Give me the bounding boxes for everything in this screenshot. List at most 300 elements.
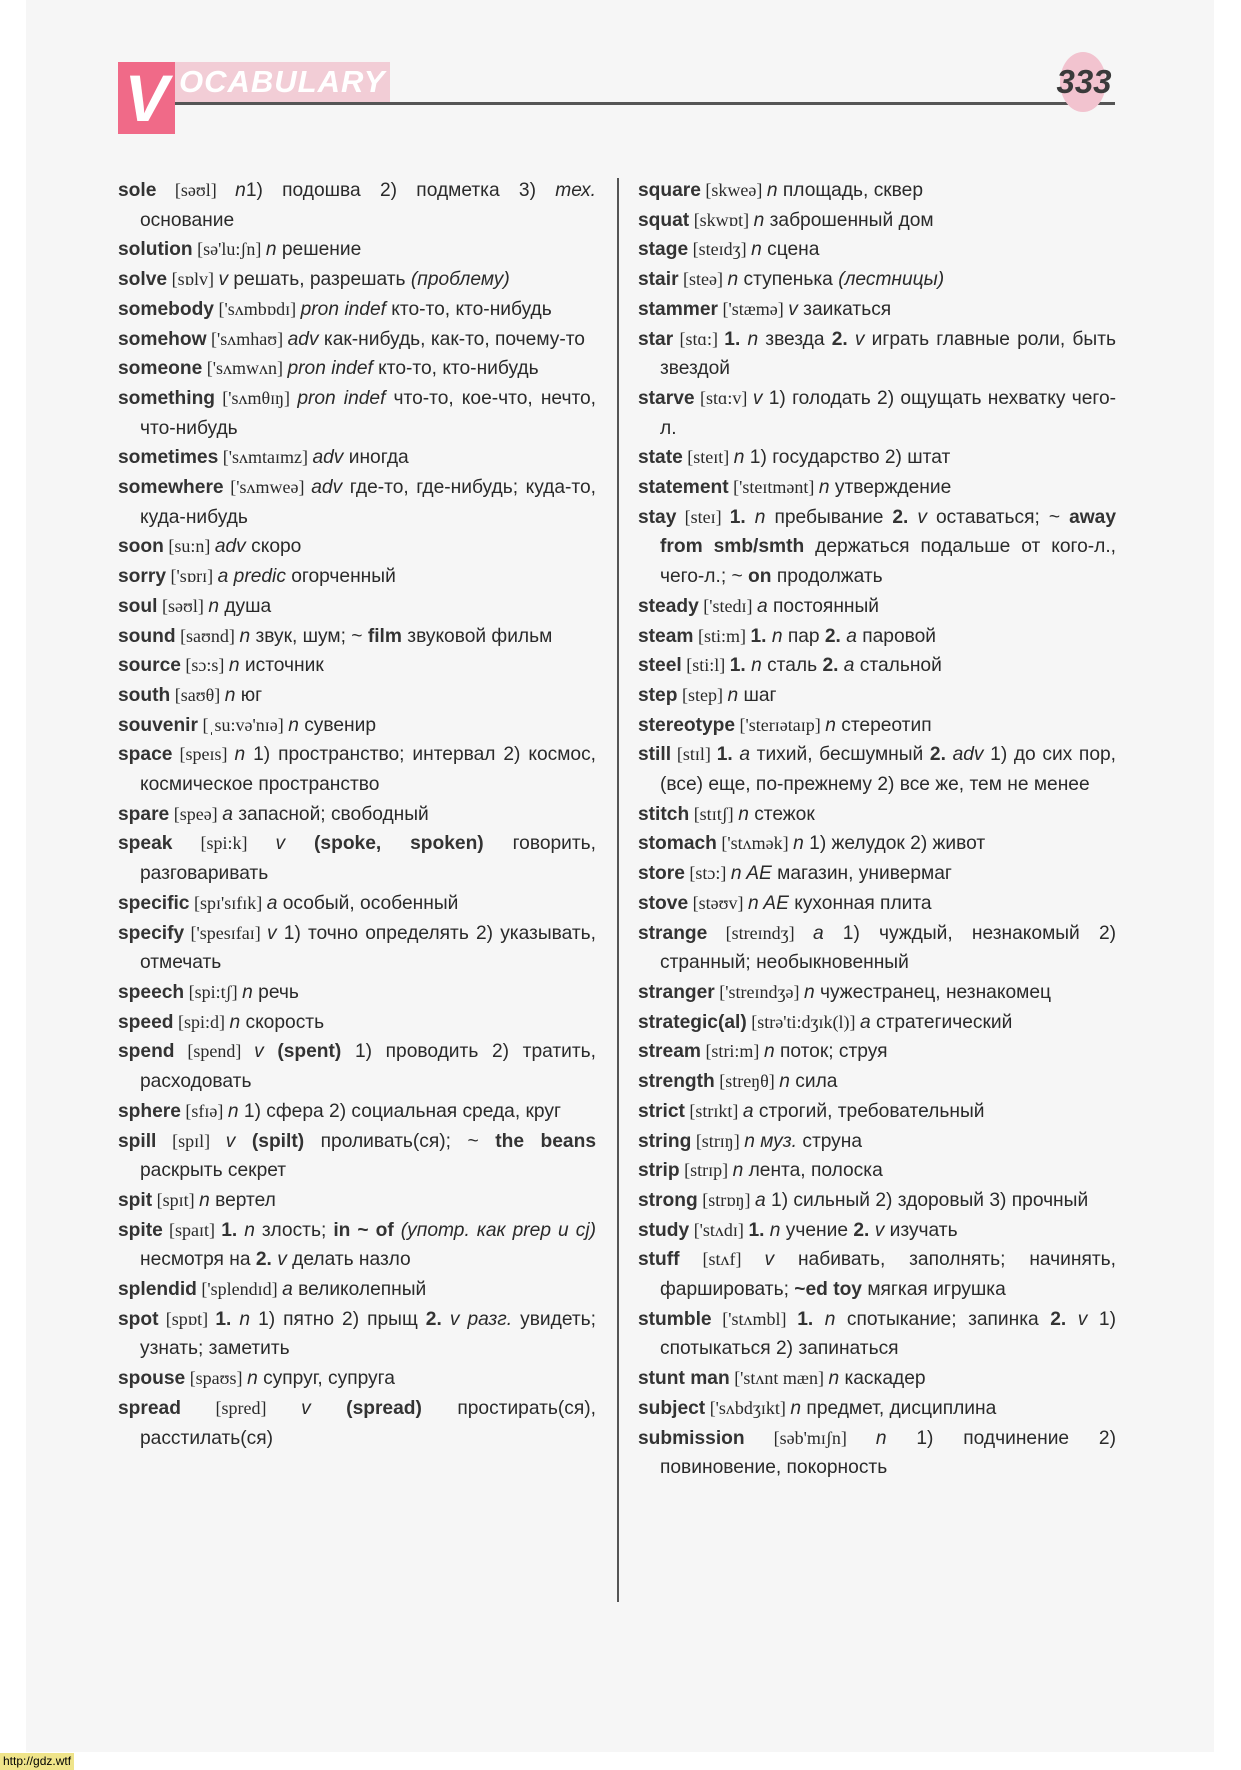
translation: мягкая игрушка: [861, 1279, 1006, 1301]
transcription: ['spesɪfaɪ]: [184, 922, 268, 943]
headword: strategic(al): [638, 1011, 747, 1033]
headword: stair: [638, 269, 679, 291]
headword: stumble: [638, 1308, 712, 1330]
translation: постоянный: [767, 595, 880, 617]
headword: state: [638, 447, 683, 469]
headword: 2.: [255, 1249, 278, 1271]
translation: спотыкание; запинка: [835, 1308, 1051, 1330]
transcription: [spɪ'sɪfɪk]: [189, 892, 267, 913]
headword: steady: [638, 595, 699, 617]
translation: паровой: [856, 625, 937, 647]
transcription: [ˌsu:və'nɪə]: [197, 714, 289, 735]
dictionary-entry: [118, 1127, 596, 1186]
dictionary-entry: [638, 622, 1116, 652]
dictionary-entry: [118, 622, 596, 652]
translation: 1) государство 2) штат: [744, 447, 951, 469]
dictionary-entry: [118, 800, 596, 830]
headword: spit: [118, 1189, 153, 1211]
transcription: [strɪp]: [679, 1160, 733, 1181]
transcription: [strɪkt]: [684, 1100, 743, 1121]
grammar-label: n: [732, 1160, 744, 1182]
translation: лента, полоска: [743, 1160, 883, 1182]
transcription: ['stʌmək]: [716, 833, 794, 854]
grammar-label: a: [742, 1100, 754, 1122]
headword: stuff: [638, 1249, 680, 1271]
grammar-label: n: [733, 447, 745, 469]
headword: 1.: [748, 1219, 770, 1241]
transcription: ['sʌmwʌn]: [202, 358, 288, 379]
headword: solution: [118, 239, 193, 261]
dictionary-entry: [118, 889, 596, 919]
transcription: [stʌf]: [679, 1249, 765, 1270]
headword: sphere: [118, 1100, 181, 1122]
headword: stage: [638, 239, 689, 261]
headword: squat: [638, 209, 690, 231]
headword: step: [638, 684, 678, 706]
grammar-label: a: [739, 744, 751, 766]
headword: 1.: [729, 506, 755, 528]
transcription: [streɪndʒ]: [707, 922, 813, 943]
translation: простирать(ся), расстилать(ся): [140, 1397, 596, 1449]
grammar-label: n: [790, 1397, 802, 1419]
translation: утверждение: [829, 477, 952, 499]
translation: заброшенный дом: [764, 209, 934, 231]
grammar-label: n: [727, 269, 739, 291]
headword: study: [638, 1219, 690, 1241]
transcription: [stɪtʃ]: [689, 803, 739, 824]
dictionary-entry: [638, 384, 1116, 443]
grammar-label: v: [854, 328, 865, 350]
grammar-label: n: [727, 684, 739, 706]
grammar-label: n: [239, 625, 251, 647]
transcription: [stɔ:]: [684, 863, 731, 884]
transcription: [səb'mɪʃn]: [744, 1427, 876, 1448]
transcription: ['sʌmθɪŋ]: [215, 387, 298, 408]
translation: 1) спотыкаться 2) запинаться: [660, 1308, 1116, 1360]
dictionary-entry: [118, 354, 596, 384]
translation: 1) проводить 2) тратить, расходовать: [140, 1041, 596, 1093]
grammar-label: v: [874, 1219, 885, 1241]
headword: string: [638, 1130, 692, 1152]
dictionary-entry: [118, 829, 596, 888]
grammar-label: v: [301, 1397, 311, 1419]
translation: речь: [252, 981, 299, 1003]
headword: strange: [638, 922, 708, 944]
dictionary-entry: [118, 1186, 596, 1216]
grammar-label: n: [793, 833, 804, 855]
headword: spouse: [118, 1368, 186, 1390]
transcription: [steɪt]: [682, 447, 734, 468]
translation: вертел: [209, 1189, 276, 1211]
translation: душа: [219, 595, 272, 617]
grammar-label: n AE: [748, 892, 789, 914]
transcription: ['steɪtmənt]: [728, 477, 819, 498]
headword: strong: [638, 1189, 698, 1211]
dictionary-entry: [118, 740, 596, 799]
dictionary-entry: [118, 1037, 596, 1096]
translation: держаться подальше от кого-л., чего-л.; ~: [660, 536, 1116, 588]
translation: решать, разрешать: [228, 269, 411, 291]
headword: stammer: [638, 298, 718, 320]
dictionary-entry: [118, 176, 596, 235]
headword: sorry: [118, 566, 166, 588]
translation: 1) сфера 2) социальная среда, круг: [238, 1100, 561, 1122]
translation: изучать: [884, 1219, 958, 1241]
dictionary-entry: [118, 1364, 596, 1394]
headword: ~ed toy: [794, 1279, 862, 1301]
grammar-label: adv: [312, 447, 344, 469]
grammar-label: n: [747, 328, 759, 350]
headword: statement: [638, 477, 729, 499]
headword: 1.: [729, 655, 752, 677]
grammar-label: (употр. как prep и cj): [393, 1219, 597, 1241]
transcription: ['sterɪətaɪp]: [735, 714, 826, 735]
transcription: [stri:m]: [700, 1041, 764, 1062]
headword: spot: [118, 1308, 159, 1330]
transcription: [steɪ]: [676, 506, 730, 527]
transcription: [spi:tʃ]: [184, 981, 243, 1002]
grammar-label: v: [275, 833, 286, 855]
header-rule: [175, 102, 1115, 105]
dictionary-entry: [638, 859, 1116, 889]
transcription: [stɑ:]: [673, 328, 725, 349]
headword: stove: [638, 892, 689, 914]
translation: несмотря на: [140, 1249, 256, 1271]
dictionary-entry: [118, 325, 596, 355]
dictionary-entry: [118, 651, 596, 681]
transcription: ['sɒrɪ]: [166, 566, 218, 587]
translation: 1) точно определять 2) указывать, отмечать: [140, 922, 596, 974]
translation: стальной: [854, 655, 942, 677]
transcription: [spɪt]: [152, 1189, 200, 1210]
translation: решение: [276, 239, 362, 261]
transcription: [spɪl]: [156, 1130, 226, 1151]
transcription: ['sʌmhaʊ]: [206, 328, 288, 349]
translation: скорость: [240, 1011, 325, 1033]
transcription: ['stæmə]: [718, 298, 789, 319]
transcription: [step]: [677, 684, 728, 705]
grammar-label: a: [282, 1279, 293, 1301]
dictionary-entry: [638, 325, 1116, 384]
headword: solve: [118, 269, 168, 291]
translation: 1) подчинение 2) повиновение, покорность: [660, 1427, 1116, 1479]
translation: 1) сильный 2) здоровый 3) прочный: [765, 1189, 1089, 1211]
grammar-label: v: [267, 922, 277, 944]
dictionary-entry: [118, 235, 596, 265]
transcription: [sɔ:s]: [180, 655, 229, 676]
grammar-label: (проблему): [410, 269, 510, 291]
headword: strict: [638, 1100, 685, 1122]
grammar-label: adv: [214, 536, 246, 558]
dictionary-entry: [638, 1008, 1116, 1038]
headword: stranger: [638, 981, 715, 1003]
grammar-label: n: [247, 1368, 258, 1390]
headword: 2.: [853, 1219, 875, 1241]
translation: основание: [140, 209, 235, 231]
headword: (spilt): [235, 1130, 305, 1152]
dictionary-entry: [638, 443, 1116, 473]
grammar-label: n: [751, 655, 762, 677]
dictionary-entry: [638, 473, 1116, 503]
translation: запасной; свободный: [232, 803, 429, 825]
dictionary-entry: [638, 1424, 1116, 1483]
headword: somewhere: [118, 477, 224, 499]
dictionary-entry: [118, 1008, 596, 1038]
dictionary-entry: [118, 532, 596, 562]
left-column: [118, 176, 596, 1453]
grammar-label: n: [803, 981, 815, 1003]
transcription: [saʊθ]: [170, 684, 225, 705]
transcription: ['sʌmtaɪmz]: [218, 447, 313, 468]
grammar-label: v: [1077, 1308, 1088, 1330]
transcription: [spred]: [180, 1397, 302, 1418]
footer-url[interactable]: http://gdz.wtf: [0, 1753, 74, 1770]
transcription: [spɒt]: [158, 1308, 216, 1329]
translation: скоро: [245, 536, 302, 558]
dictionary-entry: [638, 592, 1116, 622]
headword: stereotype: [638, 714, 736, 736]
grammar-label: v: [254, 1041, 264, 1063]
translation: шаг: [738, 684, 777, 706]
translation: огорченный: [285, 566, 396, 588]
grammar-label: n: [769, 1219, 781, 1241]
translation: струна: [797, 1130, 863, 1152]
translation: иногда: [343, 447, 409, 469]
transcription: [spi:d]: [173, 1011, 230, 1032]
transcription: [sti:l]: [681, 655, 730, 676]
dictionary-entry: [118, 681, 596, 711]
grammar-label: v: [218, 269, 229, 291]
translation: пребывание: [765, 506, 893, 528]
headword: steam: [638, 625, 694, 647]
transcription: [su:n]: [163, 536, 215, 557]
dictionary-entry: [118, 384, 596, 443]
transcription: [spaʊs]: [185, 1368, 248, 1389]
grammar-label: n: [234, 744, 246, 766]
translation: 1) пятно 2) прыщ: [250, 1308, 426, 1330]
headword: 2.: [831, 328, 855, 350]
dictionary-entry: [638, 1067, 1116, 1097]
dictionary-entry: [638, 800, 1116, 830]
headword: (spoke, spoken): [285, 833, 484, 855]
grammar-label: adv: [952, 744, 984, 766]
dictionary-entry: [638, 889, 1116, 919]
headword: spend: [118, 1041, 175, 1063]
grammar-label: v: [277, 1249, 287, 1271]
dictionary-entry: [638, 1156, 1116, 1186]
translation: строгий, требовательный: [753, 1100, 985, 1122]
transcription: ['sʌmweə]: [223, 477, 312, 498]
translation: раскрыть секрет: [140, 1160, 287, 1182]
translation: кто-то, кто-нибудь: [372, 358, 539, 380]
translation: тихий, бесшумный: [750, 744, 930, 766]
transcription: ['sʌmbɒdɪ]: [213, 298, 301, 319]
grammar-label: a: [859, 1011, 871, 1033]
translation: злость;: [254, 1219, 334, 1241]
transcription: [stɑ:v]: [694, 387, 753, 408]
header-title: OCABULARY: [175, 62, 390, 102]
headword: specific: [118, 892, 190, 914]
grammar-label: a: [812, 922, 824, 944]
headword: source: [118, 655, 181, 677]
grammar-label: v: [917, 506, 927, 528]
grammar-label: тех.: [555, 180, 596, 201]
headword: in ~ of: [333, 1219, 394, 1241]
translation: поток; струя: [774, 1041, 888, 1063]
grammar-label: n: [224, 684, 236, 706]
grammar-label: v: [764, 1249, 775, 1271]
transcription: [streŋθ]: [714, 1071, 780, 1092]
grammar-label: n AE: [730, 863, 772, 885]
headword: subject: [638, 1397, 706, 1419]
translation: 1) подошва 2) подметка 3): [245, 180, 556, 201]
grammar-label: n: [766, 180, 778, 201]
transcription: ['stʌmbl]: [711, 1308, 798, 1329]
dictionary-entry: [118, 562, 596, 592]
transcription: [skweə]: [700, 180, 767, 200]
dictionary-entry: [118, 473, 596, 532]
dictionary-entry: [638, 1394, 1116, 1424]
translation: площадь, сквер: [777, 180, 924, 201]
headword: someone: [118, 358, 203, 380]
grammar-label: n: [771, 625, 783, 647]
grammar-label: v разг.: [449, 1308, 513, 1330]
translation: где-то, где-нибудь; куда-то, куда-нибудь: [140, 477, 596, 528]
headword: square: [638, 180, 701, 201]
dictionary-entry: [118, 592, 596, 622]
headword: sole: [118, 180, 157, 201]
headword: (spent): [263, 1041, 342, 1063]
transcription: ['stʌnt mæn]: [729, 1368, 829, 1389]
grammar-label: n: [235, 180, 246, 201]
headword: (spread): [310, 1397, 422, 1419]
headword: splendid: [118, 1279, 197, 1301]
grammar-label: a: [755, 1189, 766, 1211]
grammar-label: n: [738, 803, 749, 825]
translation: сувенир: [298, 714, 377, 736]
translation: каскадер: [839, 1368, 926, 1390]
headword: still: [638, 744, 672, 766]
headword: somebody: [118, 298, 214, 320]
grammar-label: a: [846, 625, 857, 647]
grammar-label: v: [788, 298, 798, 320]
headword: speed: [118, 1011, 174, 1033]
grammar-label: n: [818, 477, 830, 499]
dictionary-entry: [638, 740, 1116, 799]
grammar-label: n: [763, 1041, 775, 1063]
dictionary-entry: [118, 265, 596, 295]
translation: звуковой фильм: [401, 625, 553, 647]
headword: 1.: [750, 625, 772, 647]
dictionary-entry: [638, 1186, 1116, 1216]
dictionary-entry: [638, 711, 1116, 741]
translation: стежок: [748, 803, 815, 825]
headword: stitch: [638, 803, 690, 825]
grammar-label: n: [199, 1189, 210, 1211]
dictionary-entry: [118, 978, 596, 1008]
headword: stunt man: [638, 1368, 730, 1390]
grammar-label: n: [824, 1308, 836, 1330]
transcription: [speɪs]: [172, 744, 235, 765]
transcription: ['sʌbdʒɪkt]: [705, 1397, 791, 1418]
translation: пар: [782, 625, 825, 647]
dictionary-entry: [638, 503, 1116, 592]
headword: spare: [118, 803, 170, 825]
translation: сцена: [761, 239, 820, 261]
transcription: ['stedɪ]: [698, 595, 758, 616]
headword: 1.: [716, 744, 740, 766]
transcription: [skwɒt]: [689, 209, 754, 230]
translation: кухонная плита: [788, 892, 932, 914]
header-letter: V: [118, 62, 175, 134]
dictionary-entry: [638, 295, 1116, 325]
translation: чужестранец, незнакомец: [814, 981, 1051, 1003]
grammar-label: pron indef: [300, 298, 386, 320]
translation: магазин, универмаг: [771, 863, 952, 885]
headword: starve: [638, 387, 695, 409]
grammar-label: adv: [311, 477, 343, 499]
headword: something: [118, 387, 216, 409]
grammar-label: v: [225, 1130, 236, 1152]
headword: 2.: [1050, 1308, 1078, 1330]
headword: souvenir: [118, 714, 198, 736]
transcription: [steə]: [678, 269, 728, 290]
grammar-label: n муз.: [744, 1130, 798, 1152]
transcription: [səʊl]: [156, 180, 236, 200]
translation: 1) чуждый, незнакомый 2) странный; необыкновенный: [660, 922, 1117, 974]
dictionary-entry: [638, 176, 1116, 206]
translation: кто-то, кто-нибудь: [385, 298, 552, 320]
headword: south: [118, 684, 171, 706]
grammar-label: a: [757, 595, 768, 617]
headword: 1.: [221, 1219, 245, 1241]
headword: spite: [118, 1219, 163, 1241]
grammar-label: n: [242, 981, 253, 1003]
transcription: [sɒlv]: [167, 269, 219, 290]
headword: 1.: [797, 1308, 825, 1330]
dictionary-entry: [638, 1364, 1116, 1394]
headword: sometimes: [118, 447, 219, 469]
headword: 1.: [215, 1308, 240, 1330]
headword: 2.: [425, 1308, 450, 1330]
dictionary-entry: [638, 829, 1116, 859]
grammar-label: n: [227, 1100, 239, 1122]
translation: учение: [780, 1219, 854, 1241]
translation: юг: [235, 684, 263, 706]
dictionary-entry: [638, 1127, 1116, 1157]
dictionary-entry: [638, 265, 1116, 295]
right-column: [638, 176, 1116, 1483]
grammar-label: n: [828, 1368, 840, 1390]
translation: супруг, супруга: [257, 1368, 395, 1390]
headword: store: [638, 863, 685, 885]
translation: проливать(ся); ~: [304, 1130, 496, 1152]
grammar-label: n: [244, 1219, 255, 1241]
dictionary-entry: [638, 978, 1116, 1008]
transcription: [saʊnd]: [175, 625, 240, 646]
translation: 1) желудок 2) живот: [803, 833, 986, 855]
translation: говорить, разговаривать: [140, 833, 596, 885]
headword: 2.: [929, 744, 953, 766]
dictionary-entry: [118, 1305, 596, 1364]
grammar-label: n: [239, 1308, 251, 1330]
transcription: [spi:k]: [172, 833, 276, 854]
translation: оставаться; ~: [927, 506, 1070, 528]
headword: soon: [118, 536, 164, 558]
grammar-label: a predic: [217, 566, 286, 588]
grammar-label: n: [265, 239, 277, 261]
grammar-label: n: [753, 209, 765, 231]
